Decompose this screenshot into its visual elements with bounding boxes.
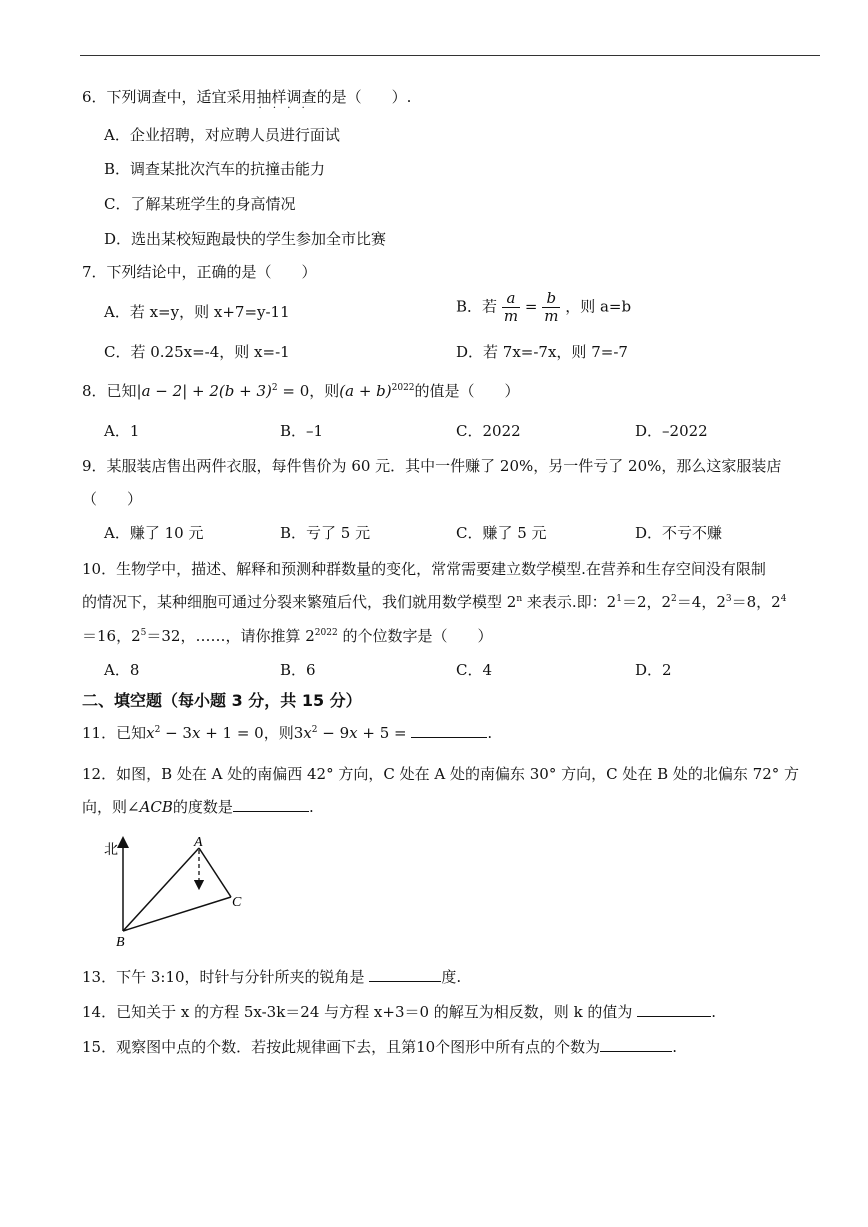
q13-post: 度. <box>441 968 462 986</box>
q10-stem-line-1: 10．生物学中，描述、解释和预测种群数量的变化，常常需要建立数学模型.在营养和生存空间没有限制 <box>82 560 766 578</box>
q10-exponent: 2022 <box>314 628 338 638</box>
q7-option-d: D．若 7x=-7x，则 7=-7 <box>456 343 628 361</box>
q15-post: . <box>672 1038 677 1056</box>
q8-expression-2: (a + b) <box>339 382 392 400</box>
q6-option-d: D．选出某校短跑最快的学生参加全市比赛 <box>104 230 387 248</box>
frac-denominator: m <box>544 307 559 325</box>
answer-blank[interactable] <box>369 969 441 982</box>
q14-stem <box>82 1001 716 1022</box>
q8-mid: ，则 <box>309 382 340 400</box>
q8-option-b: B．–1 <box>280 422 324 440</box>
q10-stem-line-3 <box>82 625 492 646</box>
q12-stem-line-1: 12．如图，B 处在 A 处的南偏西 42° 方向，C 处在 A 处的南偏东 30° 方向，C 处在 B 处的北偏东 72° 方 <box>82 765 800 783</box>
q7-option-c: C．若 0.25x=-4，则 x=-1 <box>104 343 290 361</box>
frac-denominator: m <box>503 307 519 325</box>
math-var: x <box>349 724 358 742</box>
q10-text: ＝8，2 <box>731 593 781 611</box>
q10-option-d: D．2 <box>635 661 672 679</box>
q10-exponent: 5 <box>140 628 147 638</box>
q9-option-a: A．赚了 10 元 <box>104 524 204 542</box>
q10-text: ＝2，2 <box>621 593 672 611</box>
q15-stem <box>82 1036 677 1057</box>
q10-exponent: 2 <box>671 594 677 604</box>
q10-stem-line-2 <box>82 591 786 612</box>
direction-figure <box>100 828 260 953</box>
math-text: + 1 = 0 <box>200 724 264 742</box>
q6-option-a: A．企业招聘，对应聘人员进行面试 <box>104 126 340 144</box>
q8-option-d: D．–2022 <box>635 422 708 440</box>
q8-expression-1: |a − 2| + 2(b + 3) <box>136 382 272 400</box>
q12-stem-line-2 <box>82 796 314 817</box>
q11-mid: ，则 <box>263 724 294 742</box>
segment-ac <box>199 848 231 897</box>
answer-blank[interactable] <box>637 1004 711 1017</box>
q14-post: . <box>711 1003 716 1021</box>
q7-option-b <box>456 290 631 325</box>
q10-text: 来表示.即：2 <box>522 593 617 611</box>
q8-exponent-1: 2 <box>271 383 278 393</box>
q8-stem <box>82 380 520 401</box>
point-c-label: C <box>232 895 242 910</box>
math-text: − 3 <box>160 724 192 742</box>
q11-pre: 11．已知 <box>82 724 147 742</box>
q6-stem-text: 6．下列调查中，适宜采用 <box>82 88 257 106</box>
q6-option-b: B．调查某批次汽车的抗撞击能力 <box>104 160 326 178</box>
frac-numerator: b <box>542 290 560 308</box>
q8-exponent-2: 2022 <box>391 383 415 393</box>
q6-option-c: C．了解某班学生的身高情况 <box>104 195 296 213</box>
q9-stem-line-1: 9．某服装店售出两件衣服，每件售价为 60 元．其中一件赚了 20%，另一件亏了 20%，那么这家服装店 <box>82 457 782 475</box>
math-text: − 9 <box>317 724 350 742</box>
answer-blank[interactable] <box>233 799 309 812</box>
q9-option-b: B．亏了 5 元 <box>280 524 371 542</box>
q7-stem: 7．下列结论中，正确的是（ ） <box>82 263 317 281</box>
q10-text: ＝32，……，请你推算 2 <box>146 627 315 645</box>
q10-exponent: 4 <box>780 594 787 604</box>
q10-exponent: n <box>516 594 523 604</box>
north-label: 北 <box>104 843 118 858</box>
q6-stem <box>82 86 411 107</box>
answer-blank[interactable] <box>600 1039 672 1052</box>
q10-text: 的情况下，某种细胞可通过分裂来繁殖后代，我们就用数学模型 2 <box>82 593 517 611</box>
q10-text: ＝16，2 <box>82 627 141 645</box>
math-var: x <box>303 724 312 742</box>
math-exponent: 2 <box>154 725 161 735</box>
frac-numerator: a <box>502 290 520 308</box>
q15-pre: 15．观察图中点的个数．若按此规律画下去，且第10个图形中所有点的个数为 <box>82 1038 601 1056</box>
math-exponent: 2 <box>311 725 318 735</box>
q14-pre: 14．已知关于 x 的方程 5x-3k＝24 与方程 x+3＝0 的解互为相反数，则 k 的值为 <box>82 1003 633 1021</box>
q8-post: 的值是（ ） <box>414 382 520 400</box>
header-rule <box>80 55 820 56</box>
q10-option-b: B．6 <box>280 661 316 679</box>
fraction-b-over-m <box>542 290 560 325</box>
q8-expression-1-tail: = 0 <box>277 382 310 400</box>
q9-stem-line-2: （ ） <box>82 490 143 508</box>
math-var: x <box>146 724 155 742</box>
equals-sign: = <box>524 297 538 316</box>
q10-option-c: C．4 <box>456 661 493 679</box>
q10-text: ＝4，2 <box>676 593 726 611</box>
q11-post: . <box>487 724 493 742</box>
q12-text: . <box>308 798 314 816</box>
q7-option-b-tail: ，则 a=b <box>565 297 632 316</box>
q6-stem-end: 的是（ ）. <box>316 88 412 106</box>
q7-option-a: A．若 x=y，则 x+7=y-11 <box>104 303 290 321</box>
q8-option-c: C．2022 <box>456 422 521 440</box>
q12-text: 向，则 <box>82 798 128 816</box>
q12-text: 的度数是 <box>172 798 233 816</box>
math-text: 3 <box>293 724 304 742</box>
section-heading: 二、填空题（每小题 3 分，共 15 分） <box>82 691 362 710</box>
q10-text: 的个位数字是（ ） <box>337 627 493 645</box>
point-a-label: A <box>194 835 203 850</box>
answer-blank[interactable] <box>411 725 487 738</box>
q9-option-d: D．不亏不赚 <box>635 524 723 542</box>
q8-option-a: A．1 <box>104 422 140 440</box>
q9-option-c: C．赚了 5 元 <box>456 524 547 542</box>
q10-exponent: 1 <box>616 594 622 604</box>
q6-emphasis-text: 抽样调查 · · · · <box>257 88 317 106</box>
math-text: + 5 = <box>357 724 407 742</box>
q13-stem <box>82 966 461 987</box>
angle-label: ∠ACB <box>127 798 173 816</box>
point-b-label: B <box>116 935 125 950</box>
q11-stem <box>82 722 492 743</box>
math-var: x <box>191 724 201 742</box>
q13-pre: 13．下午 3:10，时针与分针所夹的锐角是 <box>82 968 365 986</box>
q10-option-a: A．8 <box>104 661 140 679</box>
q10-exponent: 3 <box>725 594 732 604</box>
fraction-a-over-m <box>502 290 520 325</box>
q8-pre: 8．已知 <box>82 382 137 400</box>
q7-option-b-label: B．若 <box>456 297 498 316</box>
